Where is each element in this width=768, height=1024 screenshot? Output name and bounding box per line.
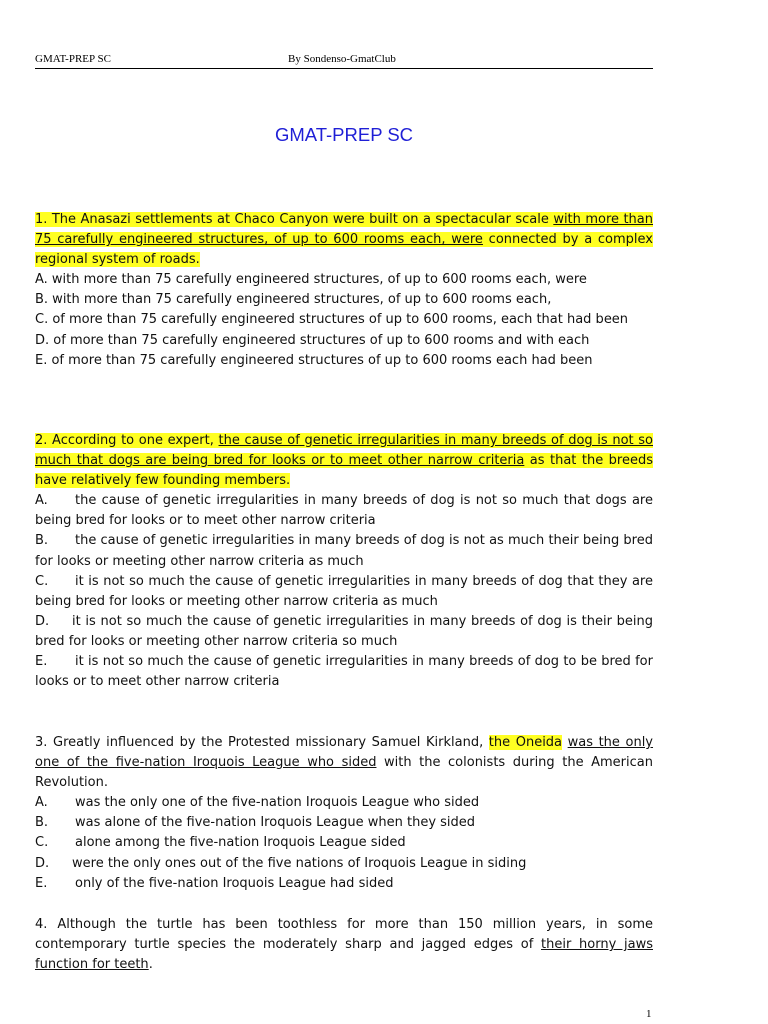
option-letter: C. <box>35 573 49 589</box>
question-3-option-b <box>35 813 653 833</box>
question-3-option-e <box>35 874 653 894</box>
page-header <box>35 52 653 69</box>
option-text: were the only ones out of the five nations of Iroquois League in siding <box>72 855 527 871</box>
question-1-stem-end: connected by a complex regional system of roads. <box>35 232 654 268</box>
question-1-option-d: D. of more than 75 carefully engineered structures of up to 600 rooms and with each <box>35 332 590 348</box>
question-3-option-a <box>35 793 653 813</box>
option-letter: B. <box>35 815 49 831</box>
question-1-option-c: C. of more than 75 carefully engineered structures of up to 600 rooms, each that had been <box>35 312 629 328</box>
header-left-text: GMAT-PREP SC <box>35 53 111 65</box>
option-text: only of the five-nation Iroquois League had sided <box>75 875 394 891</box>
question-4-underlined: their horny jaws function for teeth <box>35 937 653 973</box>
question-4 <box>35 915 653 975</box>
option-text: was alone of the five-nation Iroquois League when they sided <box>75 815 476 831</box>
question-1-underlined: with more than 75 carefully engineered structures, of up to 600 rooms each, were <box>35 212 653 248</box>
option-letter: D. <box>35 855 50 871</box>
question-2-option-a <box>35 491 653 531</box>
option-text: it is not so much the cause of genetic irregularities in many breeds of dog that they are being bred for looks or meeting other narrow criteria as much <box>35 573 653 609</box>
question-4-stem-end: . <box>148 957 153 973</box>
question-2-highlight <box>35 433 653 488</box>
option-letter: A. <box>35 493 48 509</box>
document-title: GMAT-PREP SC <box>274 124 414 145</box>
question-2-stem-start: 2. According to one expert, <box>35 433 219 448</box>
question-2 <box>35 431 653 692</box>
question-1-stem-start: 1. The Anasazi settlements at Chaco Canyon were built on a spectacular scale <box>35 212 554 227</box>
page-number: 1 <box>646 1008 652 1020</box>
option-text: it is not so much the cause of genetic irregularities in many breeds of dog to be bred for looks or to meet other narrow criteria <box>35 654 653 690</box>
question-1-option-e: E. of more than 75 carefully engineered structures of up to 600 rooms each had been <box>35 352 593 368</box>
option-text: alone among the five-nation Iroquois League sided <box>75 835 406 851</box>
option-letter: C. <box>35 835 49 851</box>
option-letter: E. <box>35 875 48 891</box>
question-1-option-b: B. with more than 75 carefully engineered structures, of up to 600 rooms each, <box>35 292 552 308</box>
question-1-option-a: A. with more than 75 carefully engineered structures, of up to 600 rooms each, were <box>35 272 587 288</box>
question-3 <box>35 733 653 894</box>
question-3-underlined: was the only one of the five-nation Iroquois League who sided <box>35 735 654 771</box>
option-letter: D. <box>35 613 50 629</box>
question-3-highlight: the Oneida <box>488 735 563 750</box>
question-2-option-c <box>35 572 653 612</box>
question-1-stem <box>35 210 653 270</box>
header-right-text: By Sondenso-GmatClub <box>288 53 396 65</box>
question-3-stem-end: with the colonists during the American Revolution. <box>35 755 653 791</box>
option-letter: E. <box>35 654 48 670</box>
option-letter: A. <box>35 795 48 811</box>
question-1-highlight <box>35 212 653 267</box>
question-2-underlined: the cause of genetic irregularities in many breeds of dog is not so much that dogs are being bred for looks or to meet other narrow criteria <box>35 433 653 469</box>
question-4-stem <box>35 915 653 975</box>
option-text: the cause of genetic irregularities in many breeds of dog is not as much their being bred for looks or meeting other narrow criteria as much <box>35 533 653 569</box>
option-text: it is not so much the cause of genetic irregularities in many breeds of dog is their being bred for looks or meeting other narrow criteria so much <box>35 613 653 649</box>
question-2-option-e <box>35 652 653 692</box>
question-3-stem-start: 3. Greatly influenced by the Protested missionary Samuel Kirkland, <box>35 735 489 750</box>
option-text: was the only one of the five-nation Iroquois League who sided <box>75 795 480 811</box>
option-text: the cause of genetic irregularities in many breeds of dog is not so much that dogs are being bred for looks or to meet other narrow criteria <box>35 493 653 529</box>
question-3-option-c <box>35 833 653 853</box>
option-letter: B. <box>35 533 49 549</box>
question-2-option-d <box>35 612 653 652</box>
question-3-stem <box>35 733 653 793</box>
question-2-stem-end: as that the breeds have relatively few founding members. <box>35 453 653 489</box>
question-1 <box>35 210 653 371</box>
question-2-stem <box>35 431 653 491</box>
question-3-option-d <box>35 854 653 874</box>
question-2-option-b <box>35 531 653 571</box>
question-4-stem-start: 4. Although the turtle has been toothless for more than 150 million years, in some contemporary turtle species the moderately sharp and jagged edges of <box>35 917 653 953</box>
